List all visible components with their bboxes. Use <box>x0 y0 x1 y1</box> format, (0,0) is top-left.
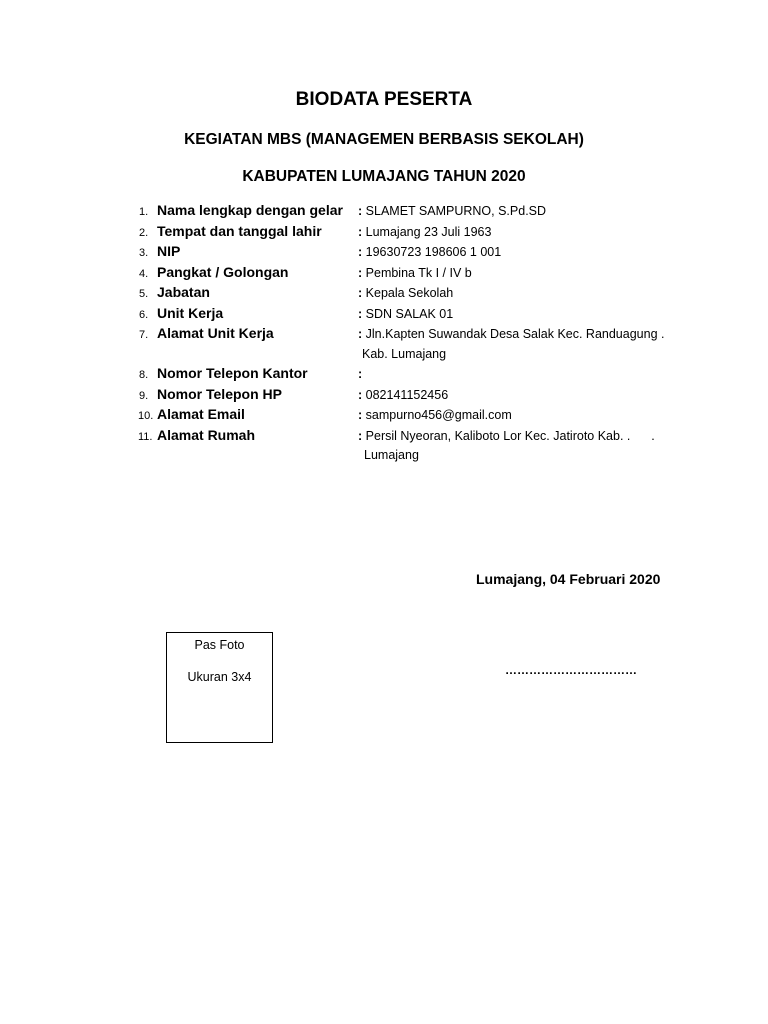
field-row-jabatan <box>0 284 768 304</box>
field-row-telepon-hp <box>0 386 768 406</box>
field-label: Jabatan <box>157 284 210 300</box>
field-number: 4. <box>139 268 149 280</box>
field-value: SDN SALAK 01 <box>365 307 454 321</box>
field-colon: : <box>358 429 363 443</box>
field-row-nama <box>0 202 768 222</box>
photo-placeholder <box>166 632 273 743</box>
field-row-nip <box>0 243 768 263</box>
field-colon: : <box>358 367 363 381</box>
field-value: Jln.Kapten Suwandak Desa Salak Kec. Randuagung . <box>365 327 665 341</box>
field-value-wrap <box>358 225 491 239</box>
field-number: 3. <box>139 247 149 259</box>
region-year-subtitle: KABUPATEN LUMAJANG TAHUN 2020 <box>242 168 526 185</box>
field-value-wrap <box>358 367 362 381</box>
field-label: NIP <box>157 243 181 259</box>
field-row-ttl <box>0 223 768 243</box>
field-label: Unit Kerja <box>157 305 224 321</box>
field-value-wrap <box>358 266 472 280</box>
field-value: 082141152456 <box>365 388 449 402</box>
field-row-alamat-unit-kerja <box>0 325 768 345</box>
field-label: Alamat Unit Kerja <box>157 325 274 341</box>
field-label: Alamat Rumah <box>157 427 256 443</box>
signature-line: …………………………… <box>505 663 637 677</box>
field-value: Kepala Sekolah <box>365 286 454 300</box>
field-label: Pangkat / Golongan <box>157 264 289 280</box>
field-value-continuation: Kab. Lumajang <box>362 347 447 361</box>
field-colon: : <box>358 245 363 259</box>
document-title: BIODATA PESERTA <box>295 89 473 110</box>
field-number: 10. <box>138 410 154 422</box>
field-value: sampurno456@gmail.com <box>365 408 512 422</box>
field-row-alamat-rumah <box>0 427 768 447</box>
field-label: Alamat Email <box>157 406 245 422</box>
field-value-wrap <box>358 286 453 300</box>
photo-label: Pas Foto <box>194 638 245 652</box>
field-row-pangkat <box>0 264 768 284</box>
field-value-wrap <box>358 429 655 443</box>
field-value-wrap <box>358 245 501 259</box>
field-colon: : <box>358 327 363 341</box>
field-value: 19630723 198606 1 001 <box>365 245 502 259</box>
place-date: Lumajang, 04 Februari 2020 <box>476 571 661 587</box>
field-colon: : <box>358 266 363 280</box>
field-value-wrap <box>358 204 546 218</box>
field-colon: : <box>358 408 363 422</box>
field-value-wrap <box>358 327 664 341</box>
field-number: 11. <box>138 431 153 443</box>
photo-size-label: Ukuran 3x4 <box>187 670 252 684</box>
field-colon: : <box>358 388 363 402</box>
field-value-continuation: Lumajang <box>364 448 419 462</box>
field-number: 6. <box>139 309 149 321</box>
field-colon: : <box>358 204 363 218</box>
field-colon: : <box>358 286 363 300</box>
field-value: Lumajang 23 Juli 1963 <box>365 225 492 239</box>
field-number: 1. <box>139 206 149 218</box>
field-number: 7. <box>139 329 149 341</box>
field-value-wrap <box>358 307 453 321</box>
field-colon: : <box>358 225 363 239</box>
field-label: Tempat dan tanggal lahir <box>157 223 322 239</box>
field-value-wrap <box>358 388 448 402</box>
field-value-wrap <box>358 408 512 422</box>
field-label: Nomor Telepon Kantor <box>157 365 308 381</box>
field-label: Nomor Telepon HP <box>157 386 282 402</box>
activity-subtitle: KEGIATAN MBS (MANAGEMEN BERBASIS SEKOLAH) <box>184 131 584 148</box>
field-number: 8. <box>139 369 149 381</box>
field-value: Pembina Tk I / IV b <box>365 266 472 280</box>
field-value: SLAMET SAMPURNO, S.Pd.SD <box>365 204 547 218</box>
field-row-unit-kerja <box>0 305 768 325</box>
field-colon: : <box>358 307 363 321</box>
field-number: 9. <box>139 390 149 402</box>
field-number: 2. <box>139 227 149 239</box>
field-row-email <box>0 406 768 426</box>
field-label: Nama lengkap dengan gelar <box>157 202 343 218</box>
field-row-telepon-kantor <box>0 365 768 385</box>
field-number: 5. <box>139 288 149 300</box>
field-value: Persil Nyeoran, Kaliboto Lor Kec. Jatiroto Kab. . . <box>365 429 655 443</box>
